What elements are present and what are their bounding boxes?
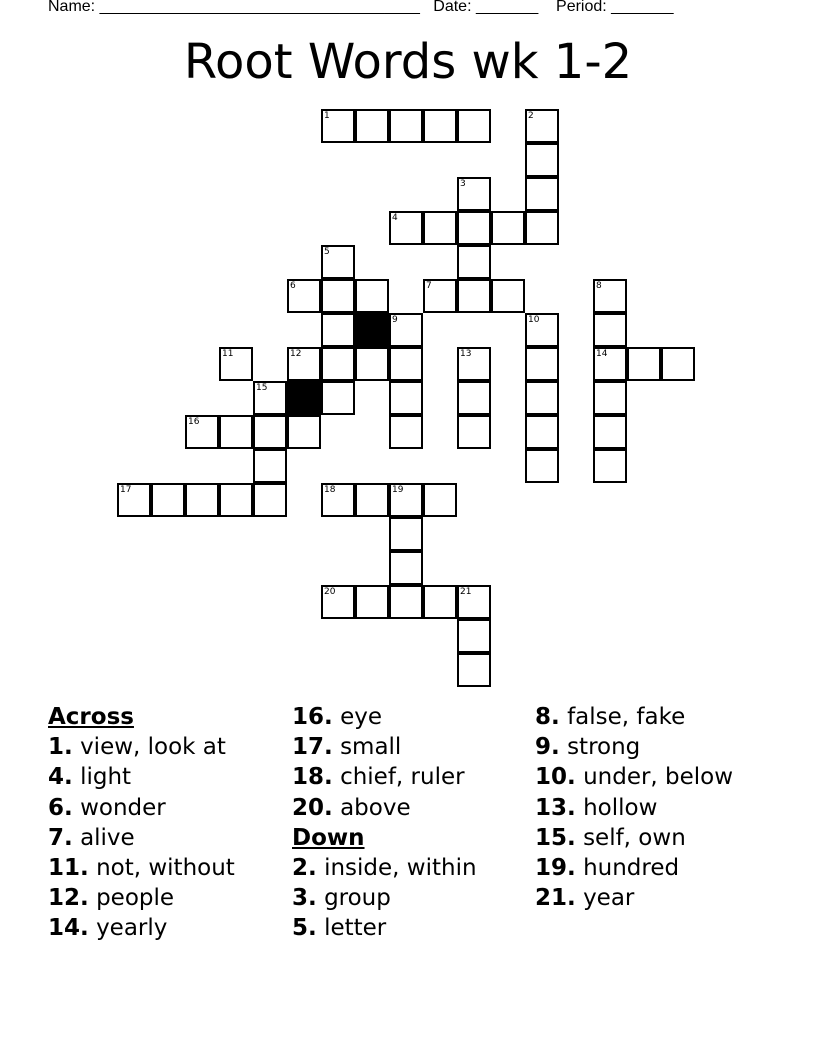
down-clue bbox=[535, 793, 733, 823]
clue-number: 7. bbox=[48, 824, 73, 851]
answer-cell[interactable] bbox=[457, 653, 491, 687]
clue-number: 6 bbox=[290, 281, 296, 291]
clue-number: 18. bbox=[292, 764, 333, 791]
answer-cell[interactable] bbox=[219, 483, 253, 517]
across-clue bbox=[292, 793, 477, 823]
answer-cell[interactable] bbox=[321, 279, 355, 313]
answer-cell[interactable] bbox=[355, 347, 389, 381]
across-clue bbox=[48, 793, 235, 823]
clue-number: 7 bbox=[426, 281, 432, 291]
answer-cell[interactable] bbox=[321, 347, 355, 381]
answer-cell[interactable] bbox=[525, 109, 559, 143]
clue-number: 1 bbox=[324, 111, 330, 121]
period-field: Period: _______ bbox=[556, 0, 674, 15]
answer-cell[interactable] bbox=[491, 279, 525, 313]
answer-cell[interactable] bbox=[321, 483, 355, 517]
answer-cell[interactable] bbox=[389, 347, 423, 381]
answer-cell[interactable] bbox=[389, 109, 423, 143]
answer-cell[interactable] bbox=[525, 415, 559, 449]
clue-number: 20. bbox=[292, 794, 333, 821]
clue-number: 12 bbox=[290, 349, 302, 359]
across-clue bbox=[48, 883, 235, 913]
answer-cell[interactable] bbox=[457, 347, 491, 381]
clue-text: inside, within bbox=[324, 855, 477, 882]
answer-cell[interactable] bbox=[457, 109, 491, 143]
answer-cell[interactable] bbox=[287, 415, 321, 449]
answer-cell[interactable] bbox=[287, 279, 321, 313]
clue-number: 13. bbox=[535, 794, 576, 821]
clue-number: 8 bbox=[596, 281, 602, 291]
clue-text: strong bbox=[567, 734, 641, 761]
clue-column-1 bbox=[48, 702, 235, 944]
clue-text: above bbox=[340, 794, 411, 821]
answer-cell[interactable] bbox=[253, 449, 287, 483]
clue-text: people bbox=[96, 885, 175, 912]
clue-number: 16. bbox=[292, 704, 333, 730]
answer-cell[interactable] bbox=[355, 279, 389, 313]
answer-cell[interactable] bbox=[355, 109, 389, 143]
across-clue bbox=[48, 913, 235, 943]
answer-cell[interactable] bbox=[321, 313, 355, 347]
answer-cell[interactable] bbox=[457, 211, 491, 245]
answer-cell[interactable] bbox=[389, 415, 423, 449]
clue-number: 15 bbox=[256, 383, 268, 393]
clue-number: 10. bbox=[535, 764, 576, 791]
clue-number: 6. bbox=[48, 794, 73, 821]
answer-cell[interactable] bbox=[593, 415, 627, 449]
answer-cell[interactable] bbox=[389, 517, 423, 551]
clue-number: 21 bbox=[460, 587, 472, 597]
clue-number: 11 bbox=[222, 349, 234, 359]
clue-text: hollow bbox=[583, 794, 658, 821]
answer-cell[interactable] bbox=[423, 279, 457, 313]
clue-text: view, look at bbox=[80, 734, 226, 761]
clue-number: 13 bbox=[460, 349, 472, 359]
clue-number: 5. bbox=[292, 915, 317, 942]
answer-cell[interactable] bbox=[151, 483, 185, 517]
answer-cell[interactable] bbox=[661, 347, 695, 381]
clue-text: eye bbox=[340, 704, 382, 730]
clue-number: 19. bbox=[535, 855, 576, 882]
clue-number: 15. bbox=[535, 824, 576, 851]
down-clue bbox=[292, 853, 477, 883]
answer-cell[interactable] bbox=[457, 245, 491, 279]
clue-text: group bbox=[324, 885, 391, 912]
across-clue bbox=[48, 853, 235, 883]
answer-cell[interactable] bbox=[355, 483, 389, 517]
down-clue bbox=[535, 732, 733, 762]
answer-cell[interactable] bbox=[219, 347, 253, 381]
down-clue bbox=[535, 702, 733, 732]
answer-cell[interactable] bbox=[253, 415, 287, 449]
answer-cell[interactable] bbox=[389, 585, 423, 619]
answer-cell[interactable] bbox=[219, 415, 253, 449]
clue-number: 1. bbox=[48, 734, 73, 761]
answer-cell[interactable] bbox=[321, 585, 355, 619]
clue-number: 3 bbox=[460, 179, 466, 189]
answer-cell[interactable] bbox=[593, 313, 627, 347]
clue-number: 4. bbox=[48, 764, 73, 791]
answer-cell[interactable] bbox=[525, 211, 559, 245]
clue-text: small bbox=[340, 734, 402, 761]
answer-cell[interactable] bbox=[627, 347, 661, 381]
clue-text: false, fake bbox=[567, 704, 686, 730]
answer-cell[interactable] bbox=[117, 483, 151, 517]
clue-number: 16 bbox=[188, 417, 200, 427]
answer-cell[interactable] bbox=[253, 381, 287, 415]
across-clue bbox=[48, 732, 235, 762]
clue-number: 20 bbox=[324, 587, 336, 597]
answer-cell[interactable] bbox=[457, 585, 491, 619]
clue-number: 4 bbox=[392, 213, 398, 223]
clue-number: 3. bbox=[292, 885, 317, 912]
answer-cell[interactable] bbox=[593, 449, 627, 483]
answer-cell[interactable] bbox=[253, 483, 287, 517]
name-field: Name: ____________________________________ bbox=[48, 0, 420, 15]
clue-column-3 bbox=[535, 702, 733, 913]
answer-cell[interactable] bbox=[423, 109, 457, 143]
answer-cell[interactable] bbox=[525, 381, 559, 415]
answer-cell[interactable] bbox=[423, 483, 457, 517]
across-clue bbox=[48, 823, 235, 853]
clue-column-2 bbox=[292, 702, 477, 944]
clue-text: light bbox=[80, 764, 132, 791]
answer-cell[interactable] bbox=[525, 347, 559, 381]
clue-number: 9. bbox=[535, 734, 560, 761]
answer-cell[interactable] bbox=[457, 415, 491, 449]
answer-cell[interactable] bbox=[457, 279, 491, 313]
clue-text: under, below bbox=[583, 764, 734, 791]
answer-cell[interactable] bbox=[457, 381, 491, 415]
clue-number: 14 bbox=[596, 349, 608, 359]
down-clue bbox=[535, 853, 733, 883]
answer-cell[interactable] bbox=[457, 619, 491, 653]
answer-cell[interactable] bbox=[491, 211, 525, 245]
answer-cell[interactable] bbox=[423, 585, 457, 619]
answer-cell[interactable] bbox=[593, 347, 627, 381]
answer-cell[interactable] bbox=[321, 109, 355, 143]
answer-cell[interactable] bbox=[525, 143, 559, 177]
clue-text: letter bbox=[324, 915, 387, 942]
clue-number: 19 bbox=[392, 485, 404, 495]
answer-cell[interactable] bbox=[593, 279, 627, 313]
clue-number: 18 bbox=[324, 485, 336, 495]
answer-cell[interactable] bbox=[457, 177, 491, 211]
clue-number: 17 bbox=[120, 485, 132, 495]
answer-cell[interactable] bbox=[389, 483, 423, 517]
clue-text: self, own bbox=[583, 824, 686, 851]
clue-number: 2. bbox=[292, 855, 317, 882]
down-clue bbox=[535, 762, 733, 792]
clue-number: 21. bbox=[535, 885, 576, 912]
answer-cell[interactable] bbox=[389, 551, 423, 585]
clue-number: 8. bbox=[535, 704, 560, 730]
answer-cell[interactable] bbox=[525, 449, 559, 483]
answer-cell[interactable] bbox=[525, 313, 559, 347]
answer-cell[interactable] bbox=[287, 347, 321, 381]
clue-number: 14. bbox=[48, 915, 89, 942]
clue-number: 12. bbox=[48, 885, 89, 912]
clue-number: 2 bbox=[528, 111, 534, 121]
answer-cell[interactable] bbox=[185, 415, 219, 449]
clue-number: 11. bbox=[48, 855, 89, 882]
across-clue bbox=[292, 702, 477, 732]
clue-text: not, without bbox=[96, 855, 235, 882]
across-clue bbox=[292, 762, 477, 792]
clue-text: yearly bbox=[96, 915, 168, 942]
across-heading: Across bbox=[48, 704, 134, 730]
answer-cell[interactable] bbox=[423, 211, 457, 245]
black-cell bbox=[287, 381, 321, 415]
answer-cell[interactable] bbox=[389, 313, 423, 347]
clue-text: year bbox=[583, 885, 635, 912]
across-clue bbox=[292, 732, 477, 762]
down-clue bbox=[292, 913, 477, 943]
across-clue bbox=[48, 762, 235, 792]
answer-cell[interactable] bbox=[389, 211, 423, 245]
page-title: Root Words wk 1-2 bbox=[183, 34, 633, 90]
clue-number: 9 bbox=[392, 315, 398, 325]
answer-cell[interactable] bbox=[525, 177, 559, 211]
answer-cell[interactable] bbox=[389, 381, 423, 415]
date-field: Date: _______ bbox=[433, 0, 539, 15]
down-clue bbox=[535, 823, 733, 853]
down-heading: Down bbox=[292, 824, 365, 851]
down-clue bbox=[535, 883, 733, 913]
answer-cell[interactable] bbox=[593, 381, 627, 415]
clue-text: hundred bbox=[583, 855, 680, 882]
answer-cell[interactable] bbox=[321, 245, 355, 279]
clue-text: wonder bbox=[80, 794, 166, 821]
clue-number: 10 bbox=[528, 315, 540, 325]
answer-cell[interactable] bbox=[185, 483, 219, 517]
clue-text: chief, ruler bbox=[340, 764, 465, 791]
answer-cell[interactable] bbox=[321, 381, 355, 415]
black-cell bbox=[355, 313, 389, 347]
answer-cell[interactable] bbox=[355, 585, 389, 619]
clue-number: 5 bbox=[324, 247, 330, 257]
down-clue bbox=[292, 883, 477, 913]
clue-number: 17. bbox=[292, 734, 333, 761]
clue-text: alive bbox=[80, 824, 135, 851]
